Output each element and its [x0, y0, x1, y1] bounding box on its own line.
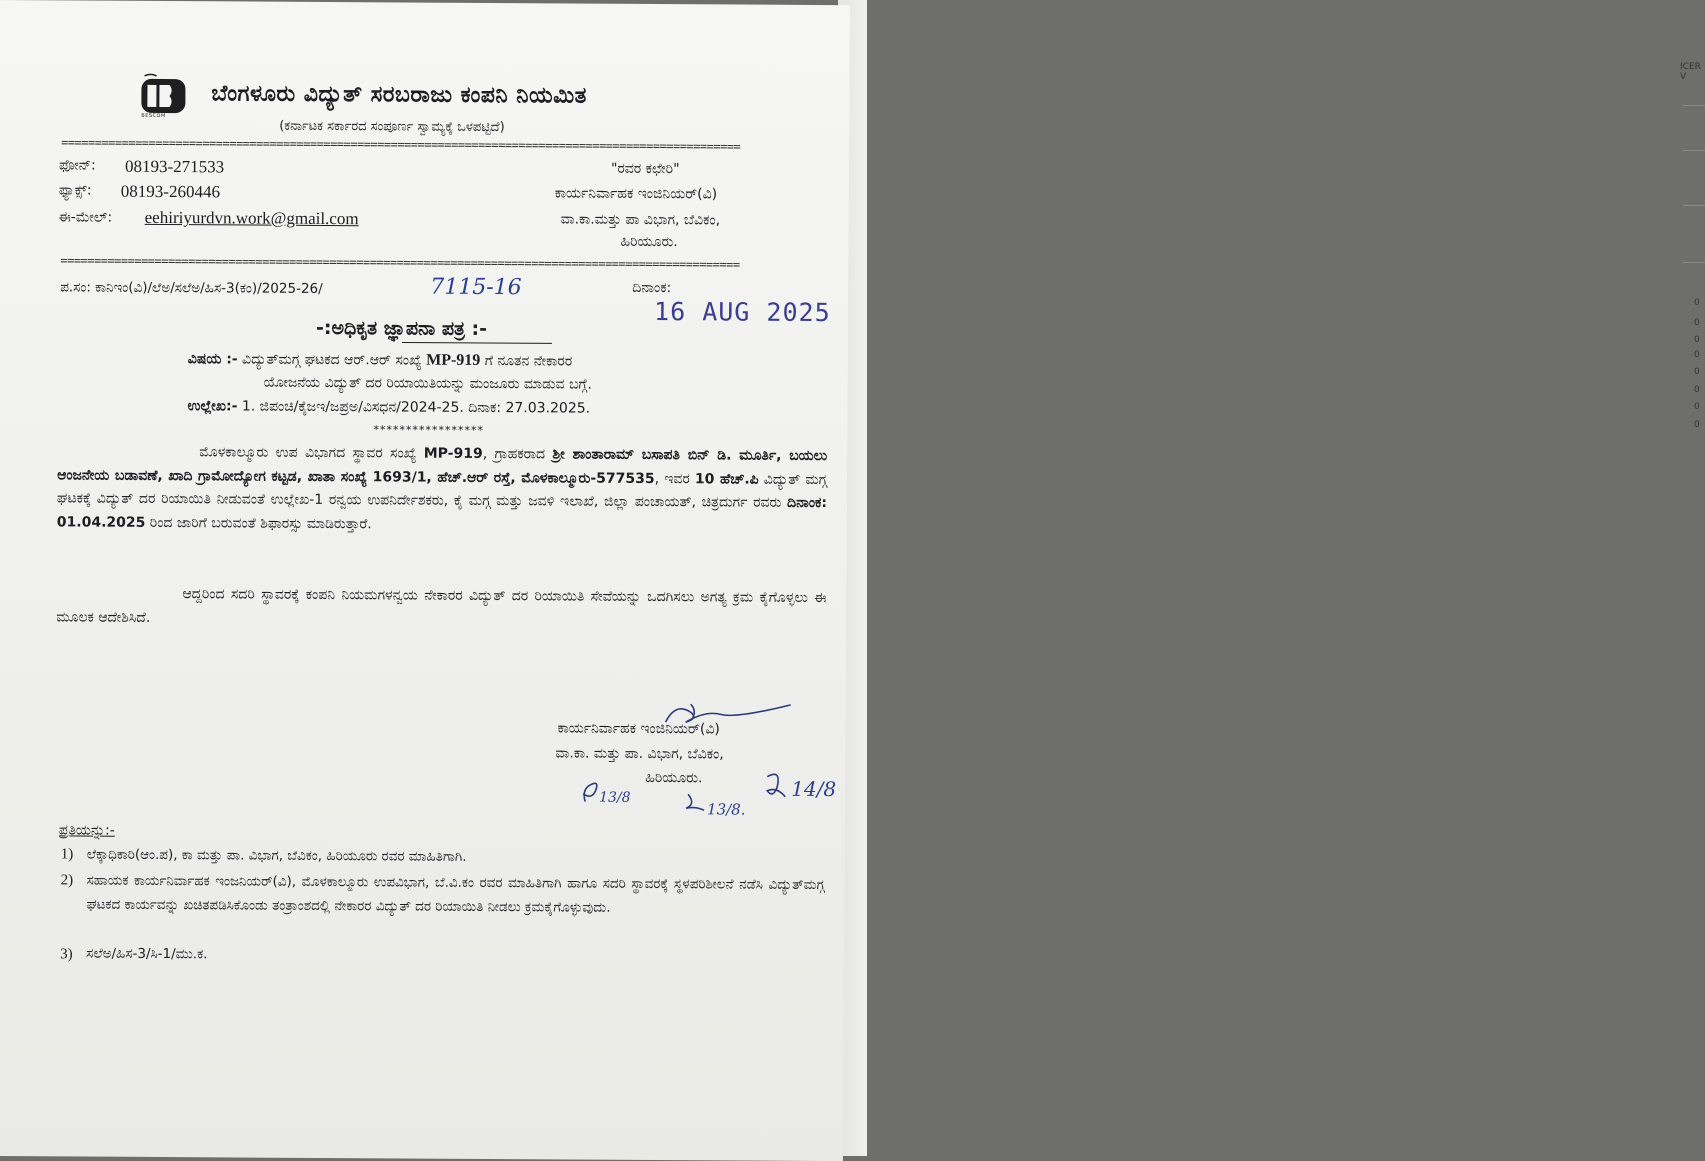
office-line-2: ಕಾರ್ಯನಿರ್ವಾಹಕ ಇಂಜಿನಿಯರ್(ವಿ) [554, 185, 718, 203]
email-link[interactable]: eehiriyurdvn.work@gmail.com [144, 207, 359, 229]
handwritten-date: 14/8 [791, 776, 837, 802]
side-digit: 0 [1694, 385, 1700, 395]
subject-text-b: ಗೆ ನೂತನ ನೇಕಾರರ [480, 352, 573, 370]
header-separator: ===================================================================================================== [60, 253, 740, 272]
side-rule [1683, 205, 1705, 206]
side-rule [1683, 262, 1705, 263]
subject-line-1 [188, 350, 572, 370]
subject-plant-number: MP-919 [426, 351, 481, 369]
side-digit: 0 [1694, 318, 1700, 328]
reference-number: ಪ.ಸಂ: ಕಾನಿಇಂ(ವಿ)/ಲೆಅ/ಸಲೆಅ/ಹಿಸ-3(ಕಂ)/2025-26/ [60, 279, 323, 297]
body-paragraph-1 [57, 440, 828, 539]
handwritten-reference: 7115-16 [430, 274, 522, 301]
copy-item-text: ಸಲೆಅ/ಹಿಸ-3/ಸಿ-1/ಮು.ಕ. [86, 945, 208, 963]
reference-text: 1. ಜಿಪಂಚಿ/ಕೈಜಇ/ಜಪ್ರಅ/ವಿಸಧನ/2024-25. ದಿನಾಕ: 27.03.2025. [237, 398, 591, 417]
copy-item-number: 2) [60, 872, 74, 889]
asterisk-divider: ***************** [373, 423, 484, 437]
side-digit: 0 [1694, 367, 1700, 377]
subject-line-2: ಯೋಜನೆಯ ವಿದ್ಯುತ್ ದರ ರಿಯಾಯಿತಿಯನ್ನು ಮಂಜೂರು ಮಾಡುವ ಬಗ್ಗೆ. [263, 374, 592, 393]
bescom-logo [137, 73, 189, 125]
fax-label: ಫ್ಯಾಕ್ಸ್: [58, 182, 92, 199]
title-underline [402, 340, 552, 345]
office-line-1: "ರವರ ಕಛೇರಿ" [610, 160, 680, 178]
office-line-3: ವಾ.ಕಾ.ಮತ್ತು ಪಾ ವಿಭಾಗ, ಬೆವಿಕಂ, [560, 211, 721, 229]
reference-label: ಉಲ್ಲೇಖ:- [187, 398, 238, 415]
side-sheet-header: ICER V [1680, 62, 1701, 82]
para1-load: 10 ಹೆಚ್.ಪಿ [694, 470, 759, 488]
side-digit: 0 [1694, 350, 1700, 360]
date-label: ದಿನಾಂಕ: [632, 279, 672, 297]
phone-number: 08193-271533 [124, 156, 225, 177]
letter-page [0, 0, 850, 1161]
handwritten-date: 13/8 [599, 789, 631, 806]
para1-effective-date: ದಿನಾಂಕ: 01.04.2025 [56, 494, 827, 531]
company-subtitle: (ಕರ್ನಾಟಕ ಸರ್ಕಾರದ ಸಂಪೂರ್ಣ ಸ್ವಾಮ್ಯಕ್ಕೆ ಒಳಪಟ್ಟಿದೆ) [279, 118, 505, 136]
date-stamp: 16 AUG 2025 [654, 297, 831, 328]
copy-item-text: ಸಹಾಯಕ ಕಾರ್ಯನಿರ್ವಾಹಕ ಇಂಜನಿಯರ್(ವಿ), ಮೊಳಕಾಲ್ಮೂರು ಉಪವಿಭಾಗ, ಬೆ.ವಿ.ಕಂ ರವರ ಮಾಹಿತಿಗಾಗಿ ಹಾಗೂ ಸದರಿ ಸ್ಥಾವರಕ್ಕೆ ಸ್ಥಳಪರಿಶೀಲನೆ ನಡೆಸಿ ವಿದ್ಯುತ್‌ಮಗ್ಗ ಘಟಕದ ಕಾರ್ಯವನ್ನು ಖಚಿತಪಡಿಸಿಕೊಂಡು ತಂತ್ರಾಂಶದಲ್ಲಿ ನೇಕಾರರ ವಿದ್ಯುತ್ ದರ ರಿಯಾಯಿತಿ ನೀಡಲು ಕ್ರಮಕೈಗೊಳ್ಳುವುದು. [86, 872, 825, 916]
initial-mark [685, 790, 707, 812]
para1-text: ಮೊಳಕಾಲ್ಮೂರು ಉಪ ವಿಭಾಗದ ಸ್ಥಾವರ ಸಂಖ್ಯೆ [199, 444, 424, 462]
company-title: ಬೆಂಗಳೂರು ವಿದ್ಯುತ್ ಸರಬರಾಜು ಕಂಪನಿ ನಿಯಮಿತ [211, 81, 587, 109]
para1-text: , ಗ್ರಾಹಕರಾದ [482, 445, 553, 463]
para1-text: , ಇವರ [654, 470, 695, 487]
signatory-place: ಹಿರಿಯೂರು. [645, 769, 703, 787]
copies-label: ಪ್ರತಿಯನ್ನು:- [58, 822, 115, 839]
body-paragraph-2: ಆದ್ದರಿಂದ ಸದರಿ ಸ್ಥಾವರಕ್ಕೆ ಕಂಪನಿ ನಿಯಮಗಳನ್ವಯ ನೇಕಾರರ ವಿದ್ಯುತ್ ದರ ರಿಯಾಯಿತಿ ಸೇವೆಯನ್ನು ಒದಗಿಸಲು ಅಗತ್ಯ ಕ್ರಮ ಕೈಗೊಳ್ಳಲು ಈ ಮೂಲಕ ಆದೇಶಿಸಿದೆ. [56, 586, 827, 626]
initial-mark [763, 769, 793, 805]
memo-title: -:ಅಧಿಕೃತ ಜ್ಞಾಪನಾ ಪತ್ರ :- [315, 316, 488, 340]
para1-text: ರಿಂದ ಜಾರಿಗೆ ಬರುವಂತೆ ಶಿಫಾರಸ್ಸು ಮಾಡಿರುತ್ತಾರೆ. [145, 514, 372, 532]
subject-text-a: ವಿದ್ಯುತ್‌ಮಗ್ಗ ಘಟಕದ ಆರ್.ಆರ್ ಸಂಖ್ಯೆ [237, 351, 427, 369]
subject-label: ವಿಷಯ :- [187, 351, 238, 368]
handwritten-date: 13/8. [707, 800, 746, 819]
email-label: ಈ-ಮೇಲ್: [58, 209, 113, 226]
side-digit: 0 [1694, 298, 1700, 308]
para1-plant-number: MP-919 [423, 445, 483, 462]
fax-number: 08193-260446 [120, 181, 221, 202]
reference-line [187, 398, 590, 416]
phone-label: ಫೋನ್: [58, 157, 96, 174]
signatory-designation: ಕಾರ್ಯನಿರ್ವಾಹಕ ಇಂಜಿನಿಯರ್(ವಿ) [557, 720, 720, 738]
side-digit: 0 [1694, 402, 1700, 412]
para1-text: ವಿದ್ಯುತ್ ಮಗ್ಗ ಘಟಕಕ್ಕೆ ವಿದ್ಯುತ್ ದರ ರಿಯಾಯಿತಿ ನೀಡುವಂತೆ ಉಲ್ಲೇಖ-1 ರನ್ವಯ ಉಪನಿರ್ದೇಶಕರು, ಕೈ ಮಗ್ಗ ಮತ್ತು ಜವಳಿ ಇಲಾಖೆ, ಜಿಲ್ಲಾ ಪಂಚಾಯತ್, ಚಿತ್ರದುರ್ಗ ರವರು [56, 471, 828, 511]
copy-item-number: 1) [60, 846, 74, 863]
side-rule [1683, 150, 1705, 151]
copy-item-text: ಲೆಕ್ಕಾಧಿಕಾರಿ(ಆಂ.ಪ), ಕಾ ಮತ್ತು ಪಾ. ವಿಭಾಗ, ಬೆವಿಕಂ, ಹಿರಿಯೂರು ರವರ ಮಾಹಿತಿಗಾಗಿ. [86, 846, 467, 865]
signatory-office: ವಾ.ಕಾ. ಮತ್ತು ಪಾ. ವಿಭಾಗ, ಬೆವಿಕಂ, [555, 745, 724, 763]
copy-item-number: 3) [60, 946, 73, 963]
office-line-4: ಹಿರಿಯೂರು. [620, 233, 678, 251]
side-digit: 0 [1694, 335, 1700, 345]
para1-consumer-details: ಶ್ರೀ ಶಾಂತಾರಾಮ್ ಬಸಾಪತಿ ಬಿನ್ ಡಿ. ಮೂರ್ತಿ, ಬಯಲು ಆಂಜನೇಯ ಬಡಾವಣೆ, ಖಾದಿ ಗ್ರಾಮೋದ್ಯೋಗ ಕಟ್ಟಡ, ಖಾತಾ ಸಂಖ್ಯೆ 1693/1, ಹೆಚ್.ಆರ್ ರಸ್ತೆ, ಮೊಳಕಾಲ್ಮೂರು-577535 [57, 446, 828, 487]
header-separator: ===================================================================================================== [61, 135, 741, 154]
side-rule [1683, 105, 1705, 106]
side-digit: 0 [1694, 420, 1700, 430]
logo-caption: BESCOM [141, 112, 166, 120]
